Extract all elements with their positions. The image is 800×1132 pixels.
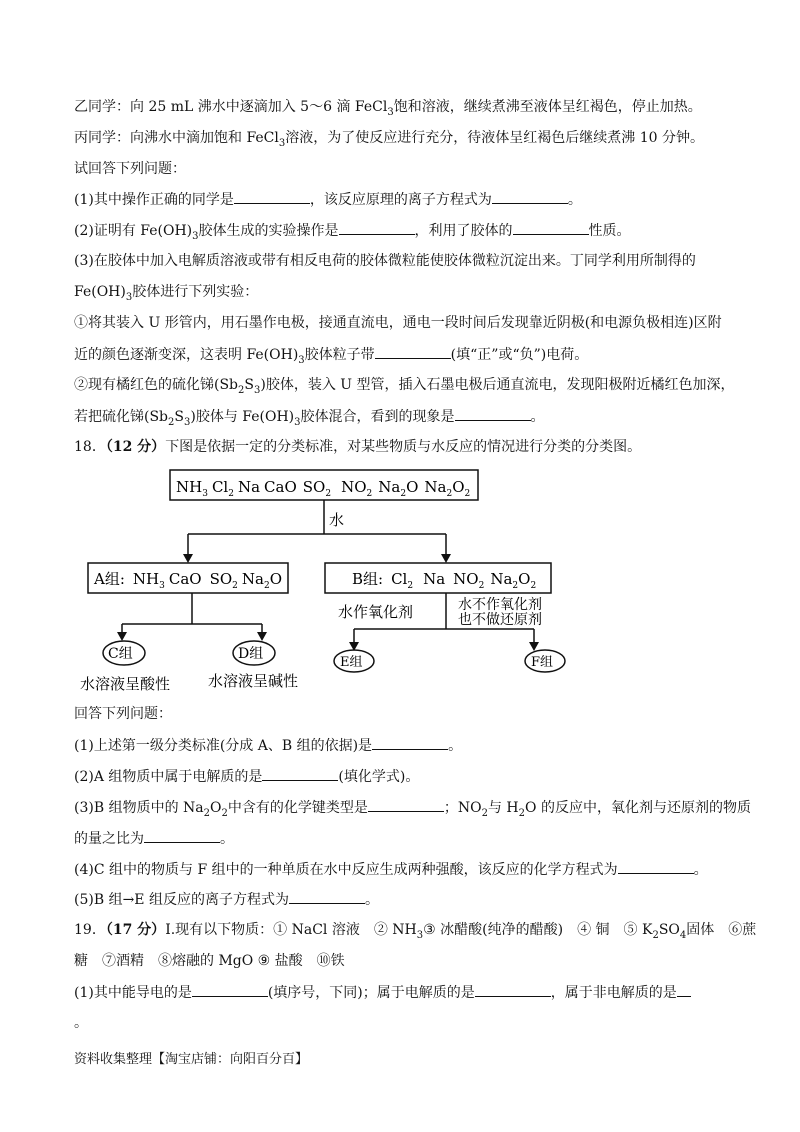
bing-line: 丙同学：向沸水中滴加饱和 FeCl$_3$溶液，为了使反应进行充分，待液体呈红褐色后继续煮沸 10 分钟。: [74, 130, 704, 149]
yi-line: 乙同学：向 25 mL 沸水中逐滴加入 5～6 滴 FeCl$_3$饱和溶液，继续煮沸至液体呈红褐色，停止加热。: [74, 99, 702, 118]
q18-part2: (2)A 组物质中属于电解质的是 (填化学式)。: [74, 766, 419, 787]
answer-blank[interactable]: [492, 189, 568, 204]
answer-blank[interactable]: [677, 982, 691, 997]
q19-line2: 糖 ⑦酒精 ⑧熔融的 MgO ⑨ 盐酸 ⑩铁: [74, 953, 345, 969]
q17-part2: (2)证明有 $Fe(OH)_3$胶体生成的实验操作是 ，利用了胶体的 性质。: [74, 220, 631, 241]
footer-note: 资料收集整理【淘宝店铺：向阳百分百】: [74, 1052, 309, 1067]
q17-prompt: 试回答下列问题：: [74, 161, 186, 177]
q17-part3: (3)在胶体中加入电解质溶液或带有相反电荷的胶体微粒能使胶体微粒沉淀出来。丁同学利用所制得的: [74, 253, 696, 269]
q18-part5: (5)B 组→E 组反应的离子方程式为 。: [74, 889, 379, 910]
q17-part1: (1)其中操作正确的同学是 ，该反应原理的离子方程式为 。: [74, 189, 582, 210]
group-f-label: F组: [531, 655, 554, 670]
answer-blank[interactable]: [513, 220, 589, 235]
classification-diagram: [70, 462, 610, 694]
group-b-text: B组: $Cl_2$ Na $NO_2$ $Na_2O_2$: [352, 570, 537, 591]
q17-circle2-cont: 若把硫化锑$(Sb_2S_3)$胶体与 $Fe(OH)_3$胶体混合，看到的现象是 。: [74, 406, 545, 427]
answer-blank[interactable]: [618, 859, 694, 874]
water-not-oxidant-label-1: 水不作氧化剂: [458, 597, 542, 613]
q18-part1: (1)上述第一级分类标准(分成 A、B 组的依据)是 。: [74, 735, 462, 756]
q18-part3: (3)B 组物质中的 $Na_2O_2$中含有的化学键类型是 ；$NO_2$与 $H_2O$ 的反应中，氧化剂与还原剂的物质: [74, 797, 751, 818]
q17-circle1: ①将其装入 U 形管内，用石墨作电极，接通直流电，通电一段时间后发现靠近阴极(和电源负极相连)区附: [74, 315, 722, 331]
top-box-text: $NH_3$ $Cl_2$ Na CaO $SO_2$ $NO_2$ $Na_2O$ $Na_2O_2$: [176, 478, 471, 499]
q18-part4: (4)C 组中的物质与 F 组中的一种单质在水中反应生成两种强酸，该反应的化学方程式为 。: [74, 859, 708, 880]
group-c-desc: 水溶液呈酸性: [80, 675, 171, 693]
answer-blank[interactable]: [289, 889, 365, 904]
answer-blank[interactable]: [375, 344, 451, 359]
q17-circle1-cont: 近的颜色逐渐变深，这表明 $Fe(OH)_3$胶体粒子带 (填“正”或“负”)电荷。: [74, 344, 588, 365]
answer-blank[interactable]: [234, 189, 310, 204]
answer-blank[interactable]: [372, 735, 448, 750]
q18-header: 18．（12 分）下图是依据一定的分类标准，对某些物质与水反应的情况进行分类的分类图。: [74, 439, 642, 455]
q18-prompt: 回答下列问题：: [74, 706, 172, 722]
group-d-desc: 水溶液呈碱性: [208, 672, 299, 690]
answer-blank[interactable]: [144, 828, 220, 843]
q19-header: 19．（17 分）Ⅰ.现有以下物质：① NaCl 溶液 ② $NH_3③$ 冰醋酸(纯净的醋酸) ④ 铜 ⑤ $K_2SO_4$固体 ⑥蔗: [74, 922, 757, 941]
group-e-label: E组: [340, 655, 363, 670]
group-c-label: C组: [108, 646, 133, 662]
answer-blank[interactable]: [262, 766, 338, 781]
answer-blank[interactable]: [339, 220, 415, 235]
q17-part3-cont: $Fe(OH)_3$胶体进行下列实验：: [74, 284, 259, 303]
answer-blank[interactable]: [192, 982, 268, 997]
q19-part1: (1)其中能导电的是 (填序号，下同)；属于电解质的是 ，属于非电解质的是: [74, 982, 691, 1003]
answer-blank[interactable]: [368, 797, 444, 812]
water-label: 水: [329, 511, 345, 529]
q19-part1-end: 。: [74, 1015, 88, 1031]
group-d-label: D组: [238, 646, 264, 662]
answer-blank[interactable]: [475, 982, 551, 997]
q17-circle2: ②现有橘红色的硫化锑$(Sb_2S_3)$胶体，装入 U 型管，插入石墨电极后通直流电，发现阳极附近橘红色加深，: [74, 377, 735, 396]
answer-blank[interactable]: [455, 406, 531, 421]
water-oxidant-label: 水作氧化剂: [338, 603, 414, 621]
q18-part3-cont: 的量之比为 。: [74, 828, 234, 849]
water-not-oxidant-label-2: 也不做还原剂: [458, 612, 542, 628]
group-a-text: A组: $NH_3$ CaO $SO_2$ $Na_2O$: [94, 570, 282, 591]
